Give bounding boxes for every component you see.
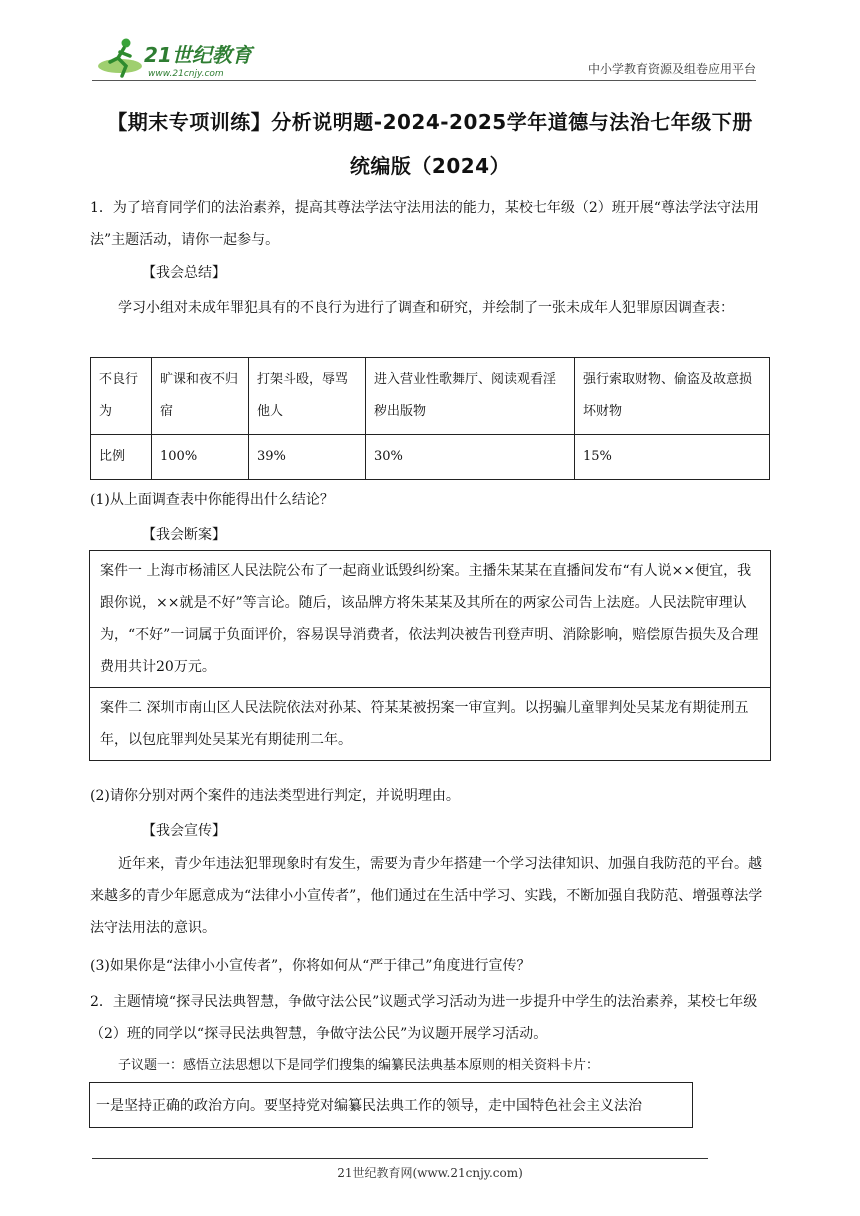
survey-table <box>90 357 770 480</box>
logo-url: www.21cnjy.com <box>148 69 224 79</box>
document-title-line2: 统编版（2024） <box>349 154 511 178</box>
case-two: 案件二 深圳市南山区人民法院依法对孙某、符某某被拐案一审宣判。以拐骗儿童罪判处吴某龙有期徒刑五年，以包庇罪判处吴某光有期徒刑二年。 <box>90 687 770 760</box>
q1-promote-text: 近年来，青少年违法犯罪现象时有发生，需要为青少年搭建一个学习法律知识、加强自我防范的平台。越来越多的青少年愿意成为“法律小小宣传者”，他们通过在生活中学习、实践，不断加强自我防范、增强尊法学法守法用法的意识。 <box>90 856 763 936</box>
table-cell: 比例 <box>91 435 152 480</box>
table-cell: 打架斗殴，辱骂他人 <box>249 358 366 435</box>
site-logo <box>96 36 266 80</box>
table-cell: 39% <box>249 435 366 480</box>
document-title-line1: 【期末专项训练】分析说明题-2024-2025学年道德与法治七年级下册 <box>107 110 753 134</box>
q1-sub-question-2: (2)请你分别对两个案件的违法类型进行判定，并说明理由。 <box>90 788 460 804</box>
case-box <box>89 550 771 761</box>
section-label-judge: 【我会断案】 <box>142 527 226 543</box>
footer-text: 21世纪教育网(www.21cnjy.com) <box>337 1166 523 1180</box>
platform-name: 中小学教育资源及组卷应用平台 <box>587 62 756 76</box>
logo-text: 21世纪教育 <box>144 43 252 67</box>
table-row <box>91 358 770 435</box>
q1-survey-text: 学习小组对未成年罪犯具有的不良行为进行了调查和研究，并绘制了一张未成年人犯罪原因调查表： <box>118 300 734 316</box>
table-cell: 不良行为 <box>91 358 152 435</box>
q2-sub-topic: 子议题一：感悟立法思想以下是同学们搜集的编纂民法典基本原则的相关资料卡片： <box>118 1058 600 1073</box>
section-label-promote: 【我会宣传】 <box>142 823 226 839</box>
table-row <box>91 435 770 480</box>
table-cell: 强行索取财物、偷盗及故意损坏财物 <box>575 358 770 435</box>
case-one: 案件一 上海市杨浦区人民法院公布了一起商业诋毁纠纷案。主播朱某某在直播间发布“有人说××便宜，我跟你说，××就是不好”等言论。随后，该品牌方将朱某某及其所在的两家公司告上法庭。人民法院审理认为，“不好”一词属于负面评价，容易误导消费者，依法判决被告刊登声明、消除影响，赔偿原告损失及合理费用共计20万元。 <box>100 563 759 675</box>
q1-sub-question-3: (3)如果你是“法律小小宣传者”，你将如何从“严于律己”角度进行宣传？ <box>90 958 531 974</box>
table-cell: 15% <box>575 435 770 480</box>
table-cell: 100% <box>152 435 249 480</box>
footer-divider <box>92 1158 708 1159</box>
material-card: 一是坚持正确的政治方向。要坚持党对编纂民法典工作的领导，走中国特色社会主义法治 <box>89 1082 693 1128</box>
q1-sub-question-1: (1)从上面调查表中你能得出什么结论？ <box>90 492 334 508</box>
section-label-summary: 【我会总结】 <box>142 265 226 281</box>
table-cell: 30% <box>366 435 575 480</box>
table-cell: 进入营业性歌舞厅、阅读观看淫秽出版物 <box>366 358 575 435</box>
table-cell: 旷课和夜不归宿 <box>152 358 249 435</box>
q1-intro: 1．为了培育同学们的法治素养，提高其尊法学法守法用法的能力，某校七年级（2）班开展“尊法学法守法用法”主题活动，请你一起参与。 <box>90 200 759 248</box>
q2-intro: 2．主题情境“探寻民法典智慧，争做守法公民”议题式学习活动为进一步提升中学生的法治素养，某校七年级（2）班的同学以“探寻民法典智慧，争做守法公民”为议题开展学习活动。 <box>90 994 758 1042</box>
header-divider <box>92 80 756 81</box>
